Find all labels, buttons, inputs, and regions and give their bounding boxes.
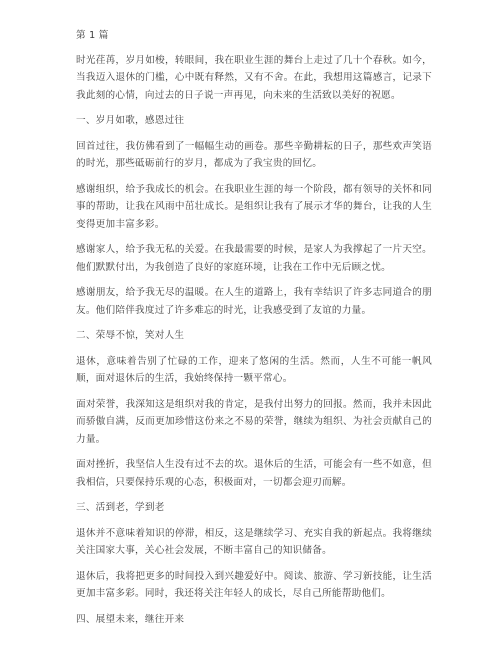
- section-heading: 二、荣辱不惊，笑对人生: [76, 330, 185, 341]
- paragraph: 退休并不意味着知识的停滞，相反，这是继续学习、充实自我的新起点。我将继续关注国家大事，关心社会发展，不断丰富自己的知识储备。: [76, 527, 432, 556]
- paragraph: 退休，意味着告别了忙碌的工作，迎来了悠闲的生活。然而，人生不可能一帆风顺，面对退休后的生活，我始终保持一颗平常心。: [76, 355, 432, 384]
- paragraph: 时光荏苒，岁月如梭，转眼间，我在职业生涯的舞台上走过了几十个春秋。如今，当我迈入退休的门槛，心中既有释然，又有不舍。在此，我想用这篇感言，记录下我此刻的心情，向过去的日子说一声再见，向未来的生活致以美好的祝愿。: [76, 54, 432, 101]
- section-heading: 四、展望未来，继往开来: [76, 613, 185, 625]
- paragraph: 面对荣誉，我深知这是组织对我的肯定，是我付出努力的回报。然而，我并未因此而骄傲自满，反而更加珍惜这份来之不易的荣誉，继续为组织、为社会贡献自己的力量。: [76, 398, 432, 445]
- paragraph: 退休后，我将把更多的时间投入到兴趣爱好中。阅读、旅游、学习新技能，让生活更加丰富多彩。同时，我还将关注年轻人的成长，尽自己所能帮助他们。: [76, 570, 432, 599]
- paragraph: 感谢朋友，给予我无尽的温暖。在人生的道路上，我有幸结识了许多志同道合的朋友。他们陪伴我度过了许多难忘的时光，让我感受到了友谊的力量。: [76, 287, 432, 316]
- document-title: 第 1 篇: [76, 30, 109, 41]
- paragraph: 回首过往，我仿佛看到了一幅幅生动的画卷。那些辛勤耕耘的日子，那些欢声笑语的时光，那些砥砺前行的岁月，都成为了我宝贵的回忆。: [76, 140, 432, 169]
- section-heading: 一、岁月如歌，感恩过往: [76, 115, 185, 126]
- section-heading: 三、活到老，学到老: [76, 502, 165, 513]
- paragraph: 感谢组织，给予我成长的机会。在我职业生涯的每一个阶段，都有领导的关怀和同事的帮助，让我在风雨中茁壮成长。是组织让我有了展示才华的舞台，让我的人生变得更加丰富多彩。: [76, 183, 432, 230]
- paragraph: 面对挫折，我坚信人生没有过不去的坎。退休后的生活，可能会有一些不如意，但我相信，只要保持乐观的心态，积极面对，一切都会迎刃而解。: [76, 459, 432, 488]
- paragraph: 感谢家人，给予我无私的关爱。在我最需要的时候，是家人为我撑起了一片天空。他们默默付出，为我创造了良好的家庭环境，让我在工作中无后顾之忧。: [76, 244, 432, 273]
